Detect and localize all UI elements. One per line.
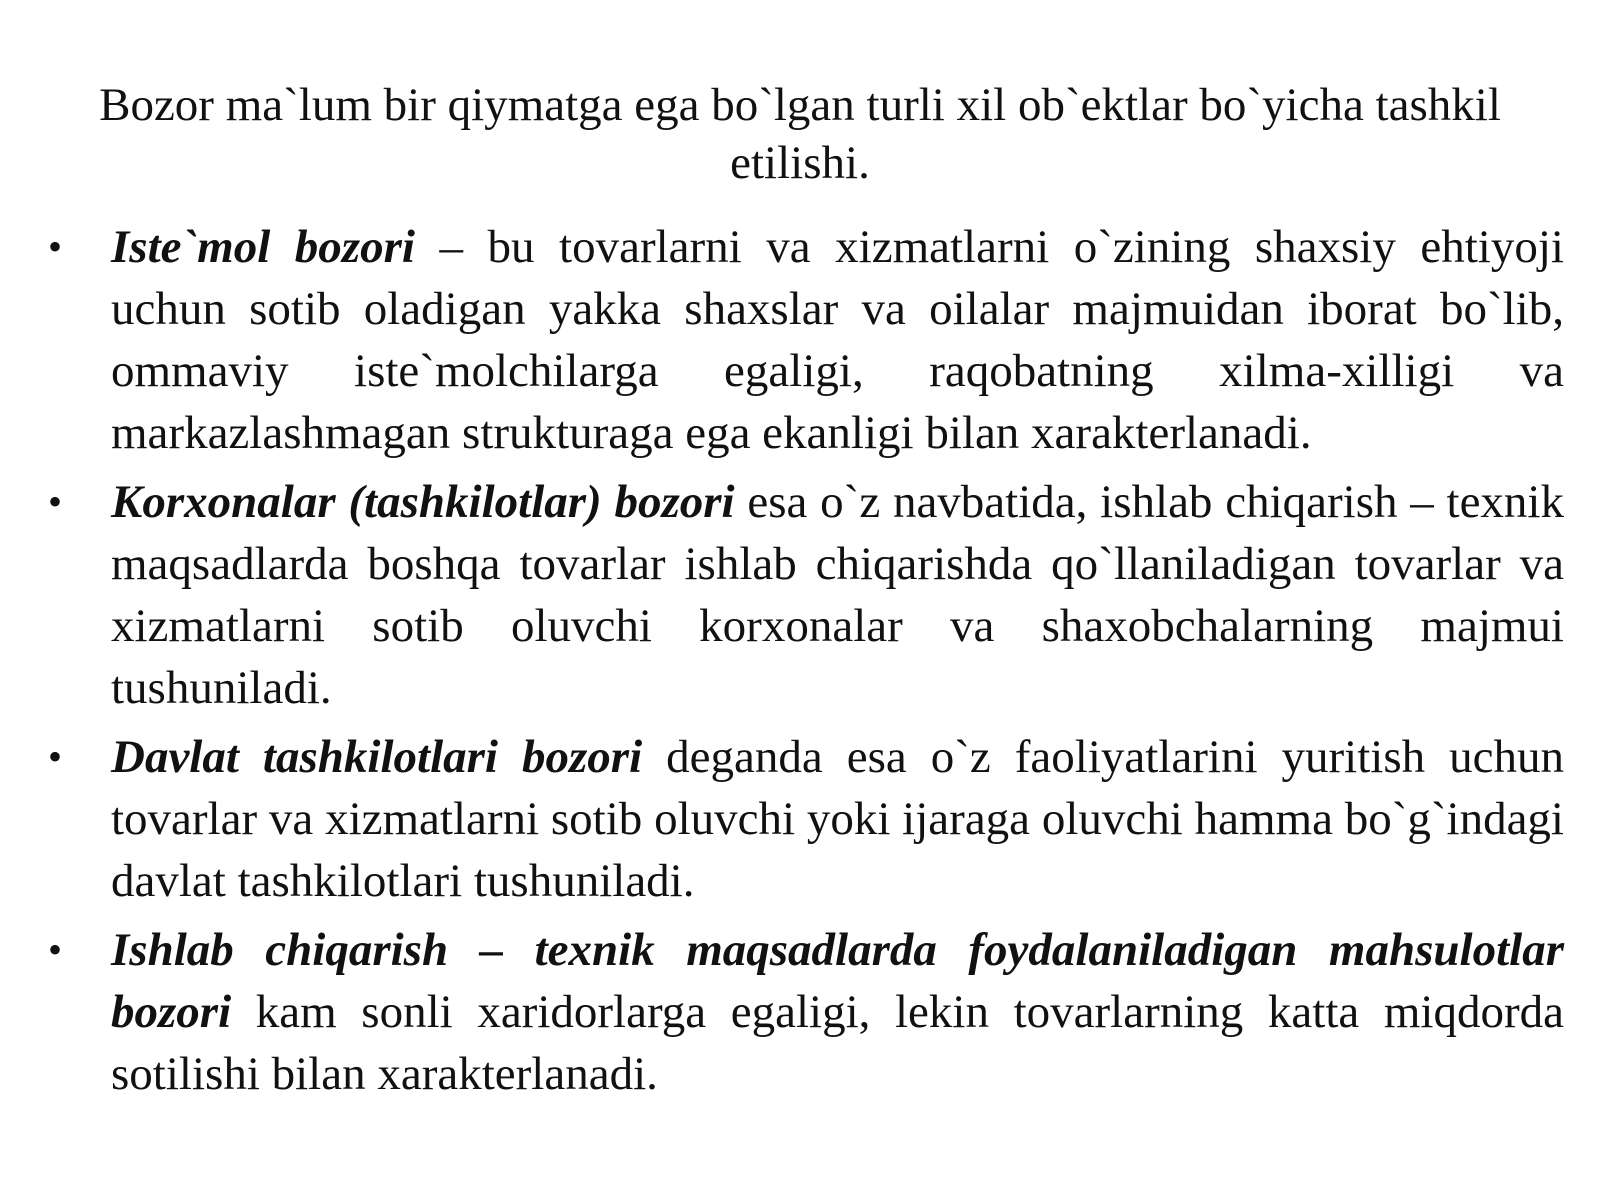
bullet-term: Davlat tashkilotlari bozori [111, 731, 643, 783]
bullet-dot-icon: • [48, 734, 63, 779]
bullet-text: – bu tovarlarni va xizmatlarni o`zining shaxsiy ehtiyoji uchun sotib oladigan yakka shaxslar va oilalar majmuidan iborat bo`lib, ommaviy iste`molchilarga egaligi, raqobatning xilma-xilligi va markazlashmagan strukturaga ega ekanligi bilan xarakterlanadi. [111, 221, 1564, 459]
bullet-list [0, 216, 1600, 1112]
bullet-item-ishlab-chiqarish-bozori [0, 919, 1600, 1105]
bullet-term: Ishlab chiqarish – texnik maqsadlarda foydalaniladigan mahsulotlar bozori [111, 924, 1564, 1038]
bullet-dot-icon: • [48, 927, 63, 972]
bullet-text: kam sonli xaridorlarga egaligi, lekin tovarlarning katta miqdorda sotilishi bilan xarakterlanadi. [111, 986, 1564, 1100]
slide-title: Bozor ma`lum bir qiymatga ega bo`lgan turli xil ob`ektlar bo`yicha tashkil etilishi. [99, 79, 1501, 189]
bullet-term: Korxonalar (tashkilotlar) bozori [111, 476, 735, 528]
bullet-dot-icon: • [48, 479, 63, 524]
bullet-item-davlat-tashkilotlari-bozori [0, 726, 1600, 912]
bullet-item-korxonalar-bozori [0, 471, 1600, 719]
bullet-text: deganda esa o`z faoliyatlarini yuritish uchun tovarlar va xizmatlarni sotib oluvchi yoki ijaraga oluvchi hamma bo`g`indagi davlat tashkilotlari tushuniladi. [111, 731, 1564, 907]
bullet-dot-icon: • [48, 224, 63, 269]
bullet-item-iste-mol-bozori [0, 216, 1600, 464]
bullet-term: Iste`mol bozori [111, 221, 415, 273]
bullet-text: esa o`z navbatida, ishlab chiqarish – texnik maqsadlarda boshqa tovarlar ishlab chiqarishda qo`llaniladigan tovarlar va xizmatlarni sotib oluvchi korxonalar va shaxobchalarning majmui tushuniladi. [111, 476, 1564, 714]
